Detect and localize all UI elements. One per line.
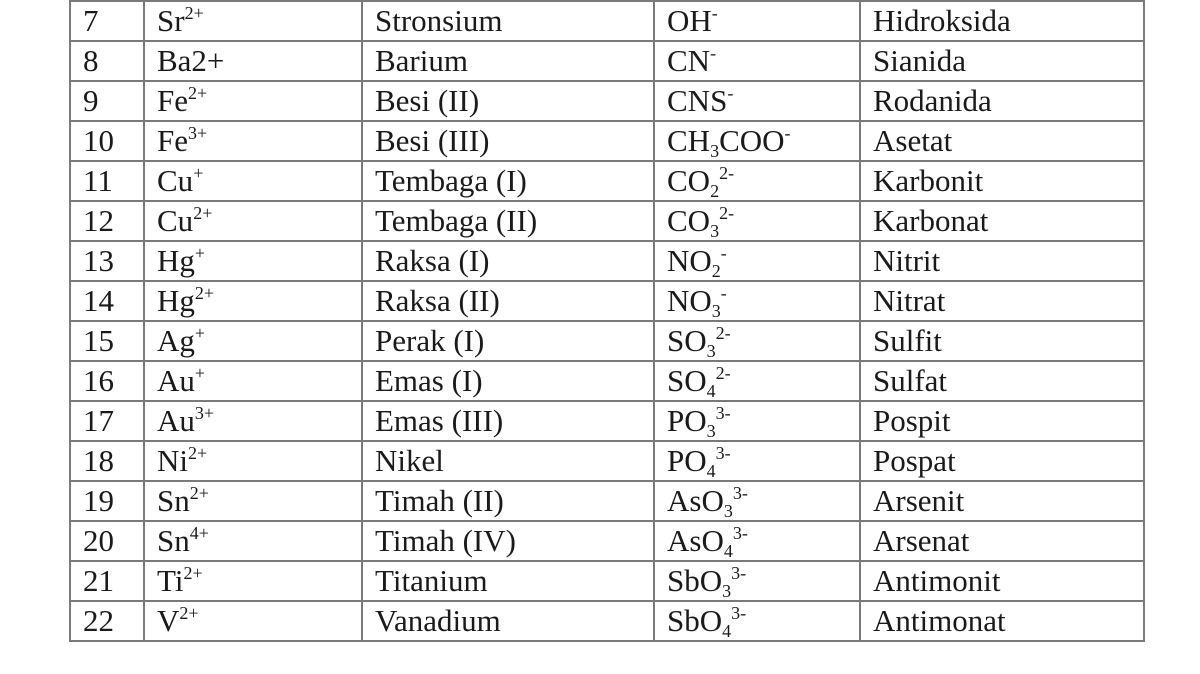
anion-name: Nitrat bbox=[873, 283, 946, 318]
cation-symbol bbox=[144, 321, 362, 361]
anion-formula bbox=[654, 241, 860, 281]
table-row bbox=[70, 601, 1144, 641]
row-number bbox=[70, 561, 144, 601]
row-number bbox=[70, 241, 144, 281]
anion-charge: - bbox=[727, 83, 734, 103]
anion-charge: 3- bbox=[732, 483, 748, 503]
table-row bbox=[70, 521, 1144, 561]
cation-symbol bbox=[144, 201, 362, 241]
anion-name bbox=[860, 281, 1144, 321]
no: 12 bbox=[83, 203, 114, 238]
cation-name bbox=[362, 241, 654, 281]
cation-charge: 2+ bbox=[193, 203, 213, 223]
cation-name bbox=[362, 361, 654, 401]
anion-sub: 4 bbox=[706, 381, 716, 401]
cation-name bbox=[362, 41, 654, 81]
cation: Ni bbox=[157, 443, 188, 478]
cation-name: Besi (III) bbox=[375, 123, 490, 158]
anion-formula bbox=[654, 481, 860, 521]
anion-formula bbox=[654, 201, 860, 241]
anion-name bbox=[860, 521, 1144, 561]
cation: Cu bbox=[157, 163, 194, 198]
anion-formula bbox=[654, 601, 860, 641]
anion-name bbox=[860, 321, 1144, 361]
anion-name bbox=[860, 401, 1144, 441]
anion-sub: 4 bbox=[722, 621, 732, 641]
table-row bbox=[70, 81, 1144, 121]
anion-sub: 2 bbox=[711, 261, 721, 281]
cation-symbol bbox=[144, 161, 362, 201]
cation-symbol bbox=[144, 41, 362, 81]
anion-formula bbox=[654, 161, 860, 201]
cation-charge: 2+ bbox=[183, 563, 203, 583]
cation-symbol bbox=[144, 481, 362, 521]
anion-sub: 3 bbox=[723, 501, 733, 521]
cation-name bbox=[362, 121, 654, 161]
anion: CH bbox=[667, 123, 711, 158]
anion-charge: - bbox=[710, 43, 717, 63]
anion-name bbox=[860, 201, 1144, 241]
anion: PO bbox=[667, 403, 707, 438]
table-row bbox=[70, 201, 1144, 241]
anion-name: Pospit bbox=[873, 403, 951, 438]
anion-charge: - bbox=[711, 3, 718, 23]
anion-formula bbox=[654, 41, 860, 81]
anion-name: Karbonat bbox=[873, 203, 989, 238]
anion-sub: 3 bbox=[711, 301, 721, 321]
anion: SO bbox=[667, 323, 707, 358]
cation-name: Raksa (I) bbox=[375, 243, 490, 278]
cation-symbol bbox=[144, 121, 362, 161]
no: 18 bbox=[83, 443, 114, 478]
no: 11 bbox=[83, 163, 113, 198]
anion-charge: 3- bbox=[732, 523, 748, 543]
row-number bbox=[70, 161, 144, 201]
table-row bbox=[70, 1, 1144, 41]
anion-formula bbox=[654, 401, 860, 441]
cation-name: Titanium bbox=[375, 563, 488, 598]
anion-sub: 3 bbox=[710, 141, 720, 161]
cation-name: Emas (I) bbox=[375, 363, 483, 398]
cation-symbol bbox=[144, 401, 362, 441]
anion-name: Sianida bbox=[873, 43, 966, 78]
no: 13 bbox=[83, 243, 114, 278]
cation-name: Barium bbox=[375, 43, 468, 78]
anion-formula bbox=[654, 121, 860, 161]
cation-name: Timah (IV) bbox=[375, 523, 516, 558]
cation: Au bbox=[157, 363, 195, 398]
cation-symbol bbox=[144, 81, 362, 121]
cation: Fe bbox=[157, 83, 188, 118]
anion-name bbox=[860, 41, 1144, 81]
anion-formula bbox=[654, 1, 860, 41]
cation-charge: 2+ bbox=[179, 603, 199, 623]
cation-charge: + bbox=[193, 163, 204, 183]
table-row bbox=[70, 561, 1144, 601]
cation-charge: 2+ bbox=[189, 483, 209, 503]
anion-name: Karbonit bbox=[873, 163, 984, 198]
anion-sub: 3 bbox=[706, 421, 716, 441]
anion-name bbox=[860, 1, 1144, 41]
anion: OH bbox=[667, 3, 712, 38]
no: 15 bbox=[83, 323, 114, 358]
table-row bbox=[70, 161, 1144, 201]
row-number bbox=[70, 201, 144, 241]
table-row bbox=[70, 321, 1144, 361]
anion-name: Arsenat bbox=[873, 523, 970, 558]
cation-charge: + bbox=[194, 363, 206, 383]
cation-charge: 3+ bbox=[194, 403, 215, 423]
anion-name bbox=[860, 81, 1144, 121]
no: 8 bbox=[83, 43, 99, 78]
no: 14 bbox=[83, 283, 114, 318]
cation-symbol bbox=[144, 281, 362, 321]
anion-charge: 2- bbox=[719, 163, 735, 183]
no: 16 bbox=[83, 363, 114, 398]
cation-name: Tembaga (I) bbox=[375, 163, 527, 198]
anion: CO bbox=[667, 163, 711, 198]
anion: SbO bbox=[667, 563, 723, 598]
row-number bbox=[70, 441, 144, 481]
cation-name bbox=[362, 81, 654, 121]
cation-name bbox=[362, 201, 654, 241]
table-row bbox=[70, 121, 1144, 161]
row-number bbox=[70, 321, 144, 361]
anion-charge: 2- bbox=[715, 363, 731, 383]
anion-formula bbox=[654, 361, 860, 401]
anion-charge: - bbox=[784, 123, 791, 143]
cation-charge: 2+ bbox=[188, 443, 208, 463]
anion-formula bbox=[654, 281, 860, 321]
cation-name bbox=[362, 561, 654, 601]
anion-name: Arsenit bbox=[873, 483, 965, 518]
cation-name bbox=[362, 161, 654, 201]
cation-symbol bbox=[144, 521, 362, 561]
cation-symbol bbox=[144, 601, 362, 641]
anion-name: Antimonat bbox=[873, 603, 1006, 638]
anion-charge: 3- bbox=[731, 563, 747, 583]
row-number bbox=[70, 601, 144, 641]
anion-name: Sulfat bbox=[873, 363, 948, 398]
anion: CNS bbox=[667, 83, 728, 118]
cation-name: Perak (I) bbox=[375, 323, 485, 358]
cation: Hg bbox=[157, 283, 195, 318]
cation-name: Stronsium bbox=[375, 3, 503, 38]
cation-name: Raksa (II) bbox=[375, 283, 500, 318]
table-row bbox=[70, 401, 1144, 441]
anion-name: Nitrit bbox=[873, 243, 941, 278]
no: 19 bbox=[83, 483, 114, 518]
table-row bbox=[70, 361, 1144, 401]
anion-name: Rodanida bbox=[873, 83, 992, 118]
cation-charge: 4+ bbox=[189, 523, 209, 543]
anion-formula bbox=[654, 561, 860, 601]
anion-sub: 4 bbox=[706, 461, 716, 481]
anion: CO bbox=[667, 203, 711, 238]
row-number bbox=[70, 281, 144, 321]
cation-charge: 3+ bbox=[188, 123, 208, 143]
no: 22 bbox=[83, 603, 114, 638]
anion-name bbox=[860, 481, 1144, 521]
cation: Ag bbox=[157, 323, 195, 358]
anion-formula bbox=[654, 521, 860, 561]
row-number bbox=[70, 361, 144, 401]
no: 20 bbox=[83, 523, 114, 558]
row-number bbox=[70, 81, 144, 121]
anion-name: Antimonit bbox=[873, 563, 1001, 598]
anion: PO bbox=[667, 443, 707, 478]
anion-formula bbox=[654, 321, 860, 361]
anion-name bbox=[860, 441, 1144, 481]
anion-formula bbox=[654, 81, 860, 121]
anion-charge: - bbox=[720, 243, 727, 263]
cation-name: Timah (II) bbox=[375, 483, 504, 518]
cation-name bbox=[362, 601, 654, 641]
anion-name: Pospat bbox=[873, 443, 956, 478]
anion-charge: 3- bbox=[731, 603, 747, 623]
anion-charge: 3- bbox=[715, 443, 731, 463]
row-number bbox=[70, 1, 144, 41]
cation-symbol bbox=[144, 241, 362, 281]
cation-name: Besi (II) bbox=[375, 83, 480, 118]
row-number bbox=[70, 401, 144, 441]
cation-name bbox=[362, 441, 654, 481]
cation: Sr bbox=[157, 3, 185, 38]
anion: AsO bbox=[667, 523, 724, 558]
cation-symbol bbox=[144, 1, 362, 41]
anion-sub: 3 bbox=[706, 341, 716, 361]
anion-name: Hidroksida bbox=[873, 3, 1011, 38]
cation-name: Emas (III) bbox=[375, 403, 504, 438]
cation: Cu bbox=[157, 203, 194, 238]
table-row bbox=[70, 281, 1144, 321]
anion-name bbox=[860, 241, 1144, 281]
cation: Ba2+ bbox=[157, 43, 225, 78]
anion: AsO bbox=[667, 483, 724, 518]
cation: Fe bbox=[157, 123, 188, 158]
anion-name: Sulfit bbox=[873, 323, 942, 358]
cation-symbol bbox=[144, 441, 362, 481]
cation: Sn bbox=[157, 483, 190, 518]
row-number bbox=[70, 41, 144, 81]
cation-name: Tembaga (II) bbox=[375, 203, 538, 238]
anion-sub: 4 bbox=[723, 541, 733, 561]
cation-symbol bbox=[144, 361, 362, 401]
cation-charge: + bbox=[194, 323, 206, 343]
anion-sub: 2 bbox=[710, 181, 720, 201]
anion: CN bbox=[667, 43, 711, 78]
cation: Au bbox=[157, 403, 195, 438]
anion-charge: 2- bbox=[715, 323, 731, 343]
anion-name bbox=[860, 361, 1144, 401]
cation: V bbox=[157, 603, 180, 638]
anion-name: Asetat bbox=[873, 123, 953, 158]
cation-charge: 2+ bbox=[194, 283, 215, 303]
no: 7 bbox=[83, 3, 99, 38]
anion-name bbox=[860, 561, 1144, 601]
cation-name bbox=[362, 481, 654, 521]
anion-tail: COO bbox=[719, 123, 785, 158]
cation-charge: 2+ bbox=[184, 3, 204, 23]
anion: SO bbox=[667, 363, 707, 398]
cation: Hg bbox=[157, 243, 195, 278]
table-row bbox=[70, 481, 1144, 521]
cation-name: Nikel bbox=[375, 443, 444, 478]
cation-name bbox=[362, 401, 654, 441]
anion-name bbox=[860, 161, 1144, 201]
cation-name bbox=[362, 321, 654, 361]
row-number bbox=[70, 521, 144, 561]
anion-name bbox=[860, 121, 1144, 161]
cation-charge: + bbox=[194, 243, 206, 263]
no: 9 bbox=[83, 83, 99, 118]
anion: NO bbox=[667, 283, 712, 318]
table-row bbox=[70, 41, 1144, 81]
cation-name bbox=[362, 1, 654, 41]
no: 17 bbox=[83, 403, 114, 438]
anion-name bbox=[860, 601, 1144, 641]
anion-sub: 3 bbox=[710, 221, 720, 241]
ion-table-body bbox=[70, 0, 1144, 641]
anion-sub: 3 bbox=[722, 581, 732, 601]
table-row bbox=[70, 241, 1144, 281]
cation-charge: 2+ bbox=[188, 83, 208, 103]
cation-name bbox=[362, 281, 654, 321]
ion-table bbox=[69, 0, 1145, 642]
anion: SbO bbox=[667, 603, 723, 638]
anion: NO bbox=[667, 243, 712, 278]
anion-charge: 3- bbox=[715, 403, 731, 423]
row-number bbox=[70, 121, 144, 161]
cation: Sn bbox=[157, 523, 190, 558]
no: 10 bbox=[83, 123, 114, 158]
row-number bbox=[70, 481, 144, 521]
anion-charge: 2- bbox=[719, 203, 735, 223]
anion-formula bbox=[654, 441, 860, 481]
no: 21 bbox=[83, 563, 114, 598]
anion-charge: - bbox=[720, 283, 727, 303]
cation: Ti bbox=[157, 563, 184, 598]
cation-name: Vanadium bbox=[375, 603, 501, 638]
cation-symbol bbox=[144, 561, 362, 601]
table-row bbox=[70, 441, 1144, 481]
cation-name bbox=[362, 521, 654, 561]
